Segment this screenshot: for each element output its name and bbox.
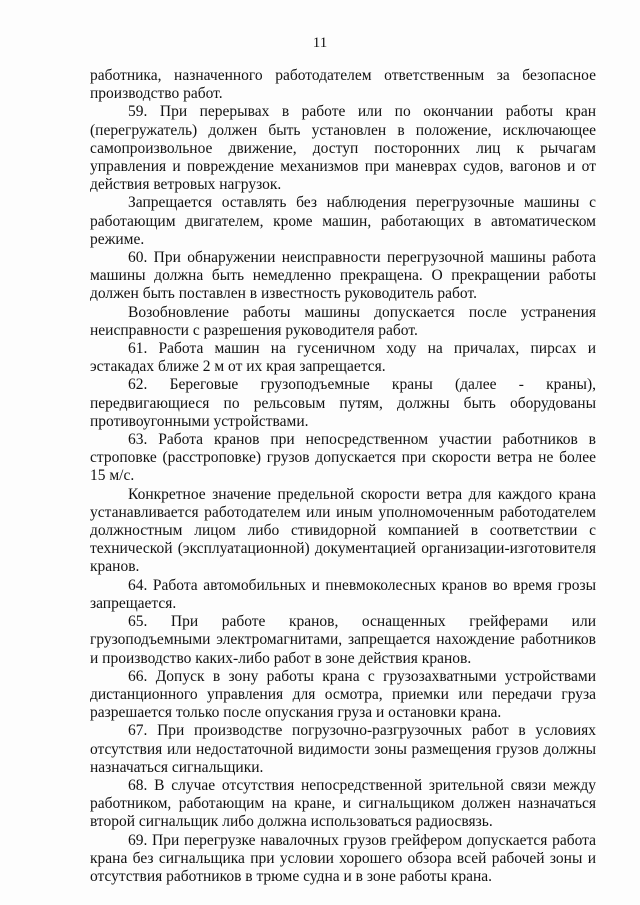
paragraph-65: 65. При работе кранов, оснащенных грейферами или грузоподъемными электромагнитами, запрещается нахождение работников и производство каких-либо работ в зоне действия кранов. [90, 613, 596, 667]
paragraph-67: 67. При производстве погрузочно-разгрузочных работ в условиях отсутствия или недостаточной видимости зоны размещения грузов должны назначаться сигнальщики. [90, 722, 596, 776]
paragraph-60-note: Возобновление работы машины допускается после устранения неисправности с разрешения руководителя работ. [90, 303, 596, 339]
paragraph-66: 66. Допуск в зону работы крана с грузозахватными устройствами дистанционного управления для осмотра, приемки или передачи груза разрешается только после опускания груза и остановки крана. [90, 667, 596, 722]
paragraph-63-note: Конкретное значение предельной скорости ветра для каждого крана устанавливается работодателем или иным уполномоченным работодателем должностным лицом либо стивидорной компанией в соответствии с технической (эксплуатационной) документацией организации-изготовителя кранов. [90, 485, 596, 576]
paragraph-59: 59. При перерывах в работе или по окончании работы кран (перегружатель) должен быть установлен в положение, исключающее самопроизвольное движение, доступ посторонних лиц к рычагам управления и повреждение механизмов при маневрах судов, вагонов и от действия ветровых нагрузок. [90, 103, 596, 194]
paragraph-61: 61. Работа машин на гусеничном ходу на причалах, пирсах и эстакадах ближе 2 м от их края запрещается. [90, 340, 596, 376]
paragraph-59-note: Запрещается оставлять без наблюдения перегрузочные машины с работающим двигателем, кроме машин, работающих в автоматическом режиме. [90, 194, 596, 248]
page-number: 11 [312, 35, 328, 51]
paragraph-63: 63. Работа кранов при непосредственном участии работников в строповке (расстроповке) грузов допускается при скорости ветра не более 15 м/с. [90, 431, 596, 485]
paragraph-62: 62. Береговые грузоподъемные краны (далее - краны), передвигающиеся по рельсовым путям, должны быть оборудованы противоугонными устройствами. [90, 376, 596, 430]
paragraph-60: 60. При обнаружении неисправности перегрузочной машины работа машины должна быть немедленно прекращена. О прекращении работы должен быть поставлен в известность руководитель работ. [90, 249, 596, 303]
paragraph-64: 64. Работа автомобильных и пневмоколесных кранов во время грозы запрещается. [90, 576, 596, 612]
paragraph-69: 69. При перегрузке навалочных грузов грейфером допускается работа крана без сигнальщика при условии хорошего обзора всей рабочей зоны и отсутствия работников в трюме судна и в зоне работы крана. [90, 831, 596, 885]
document-body [90, 67, 596, 886]
paragraph-68: 68. В случае отсутствия непосредственной зрительной связи между работником, работающим на кране, и сигнальщиком должен назначаться второй сигнальщик либо должна использоваться радиосвязь. [90, 776, 596, 831]
paragraph-continuation: работника, назначенного работодателем ответственным за безопасное производство работ. [90, 67, 596, 103]
